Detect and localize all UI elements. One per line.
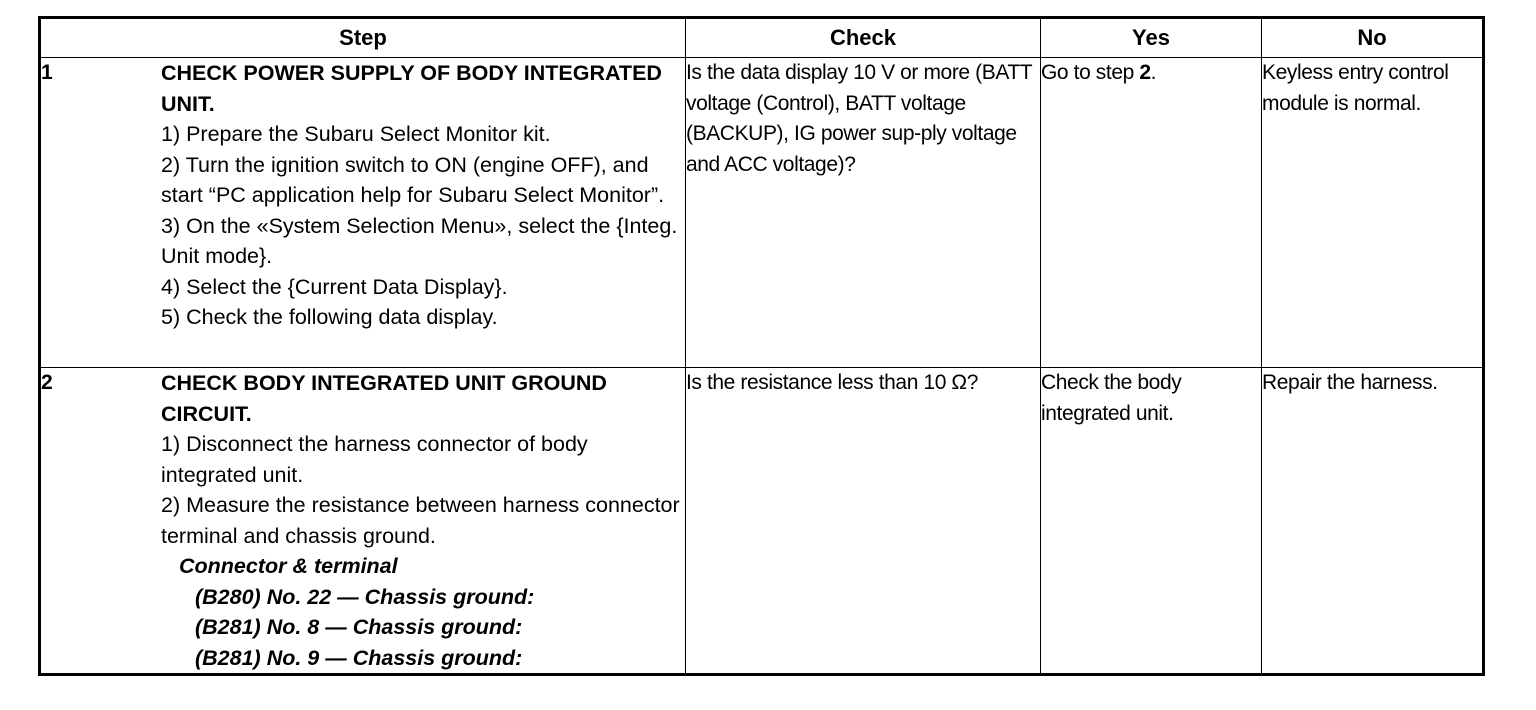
step-cell: [40, 368, 686, 675]
step-instruction: 2) Measure the resistance between harness connector terminal and chassis ground.: [161, 493, 680, 548]
check-cell: Is the resistance less than 10 Ω?: [686, 368, 1041, 675]
step-instruction: 1) Prepare the Subaru Select Monitor kit.: [161, 122, 551, 146]
diagnostic-table: [38, 16, 1485, 676]
yes-cell: [1041, 58, 1262, 368]
header-row: [40, 18, 1484, 58]
connector-item: (B281) No. 9 — Chassis ground:: [195, 645, 523, 670]
no-cell: Repair the harness.: [1262, 368, 1484, 675]
check-cell: Is the data display 10 V or more (BATT voltage (Control), BATT voltage (BACKUP), IG power sup-ply voltage and ACC voltage)?: [686, 58, 1041, 368]
header-check: Check: [686, 18, 1041, 58]
step-instruction: 2) Turn the ignition switch to ON (engine OFF), and start “PC application help for Subaru Select Monitor”.: [161, 152, 665, 207]
yes-cell: Check the body integrated unit.: [1041, 368, 1262, 675]
header-yes: Yes: [1041, 18, 1262, 58]
yes-suffix: .: [1150, 61, 1157, 84]
step-instruction: 5) Check the following data display.: [161, 305, 498, 329]
step-instruction: 3) On the «System Selection Menu», select the {Integ. Unit mode}.: [161, 213, 678, 268]
header-no: No: [1262, 18, 1484, 58]
step-title: CHECK POWER SUPPLY OF BODY INTEGRATED UNIT.: [161, 61, 662, 116]
table-row: [40, 58, 1484, 368]
step-instruction: 1) Disconnect the harness connector of body integrated unit.: [161, 432, 588, 487]
yes-prefix: Go to step: [1041, 61, 1140, 84]
connector-item: (B280) No. 22 — Chassis ground:: [195, 584, 535, 609]
step-number: 2: [41, 371, 53, 394]
table-row: [40, 368, 1484, 675]
no-cell: Keyless entry control module is normal.: [1262, 58, 1484, 368]
step-instruction: 4) Select the {Current Data Display}.: [161, 274, 508, 299]
step-link: 2: [1139, 61, 1151, 84]
step-cell: [40, 58, 686, 368]
step-title: CHECK BODY INTEGRATED UNIT GROUND CIRCUIT.: [161, 371, 607, 426]
step-body: [161, 368, 685, 673]
header-step: Step: [40, 18, 686, 58]
connector-heading: Connector & terminal: [179, 554, 398, 578]
step-number: 1: [41, 61, 53, 84]
connector-item: (B281) No. 8 — Chassis ground:: [195, 615, 523, 639]
step-body: [161, 58, 685, 333]
